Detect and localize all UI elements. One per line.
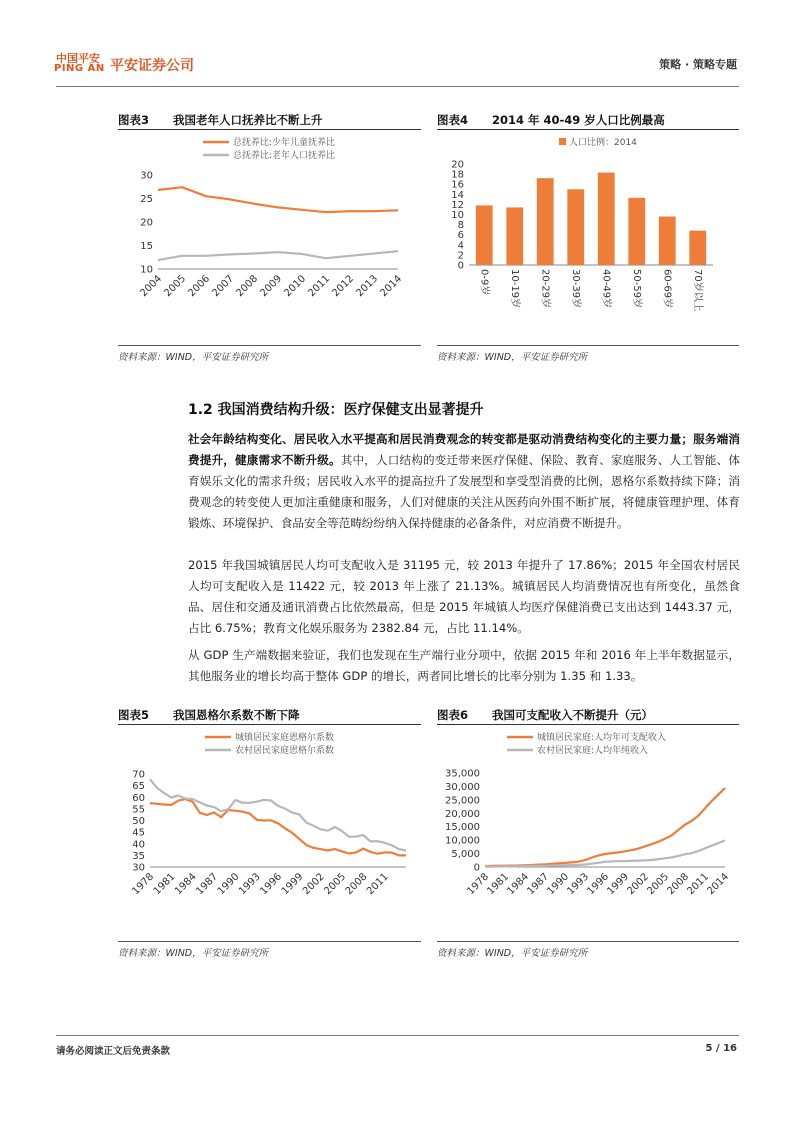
figure5-number: 图表5 — [118, 708, 150, 722]
bar — [628, 198, 645, 265]
x-tick-label: 30-39岁 — [569, 269, 581, 309]
x-tick-label: 60-69岁 — [661, 269, 673, 309]
y-tick-label: 16 — [451, 179, 464, 191]
x-tick-label: 20-29岁 — [539, 269, 551, 309]
y-tick-label: 12 — [451, 199, 464, 211]
x-tick-label: 1981 — [151, 871, 178, 898]
y-tick-label: 25,000 — [445, 795, 480, 807]
x-tick-label: 2012 — [330, 273, 357, 300]
series-line-0 — [158, 187, 398, 212]
y-tick-label: 45 — [132, 827, 145, 839]
x-tick-label: 1993 — [237, 871, 263, 898]
figure4-chart — [437, 132, 739, 342]
y-tick-label: 15 — [140, 241, 153, 252]
figure6-top-rule — [437, 724, 739, 725]
y-tick-label: 30,000 — [445, 781, 480, 793]
header-section: 策略 · 策略专题 — [659, 58, 737, 71]
y-tick-label: 2 — [457, 250, 464, 262]
figure6-caption: 我国可支配收入不断提升（元） — [492, 708, 653, 722]
x-tick-label: 1990 — [545, 871, 572, 898]
bar — [689, 231, 706, 265]
figure4-caption: 2014 年 40-49 岁人口比例最高 — [492, 113, 665, 127]
y-tick-label: 70 — [132, 769, 145, 781]
y-tick-label: 40 — [132, 839, 145, 851]
y-tick-label: 15,000 — [445, 822, 480, 834]
figure6-bottom-rule — [437, 941, 739, 942]
x-tick-label: 2002 — [301, 871, 327, 898]
bar — [476, 205, 493, 265]
x-tick-label: 2005 — [645, 871, 672, 898]
legend-label-0: 总抚养比:少年儿童抚养比 — [233, 138, 336, 148]
figure4-top-rule — [437, 129, 739, 130]
y-tick-label: 35 — [132, 850, 145, 862]
figure3-caption: 我国老年人口抚养比不断上升 — [173, 113, 323, 127]
x-tick-label: 2014 — [378, 273, 405, 300]
x-tick-label: 2014 — [705, 871, 732, 898]
y-tick-label: 20 — [451, 159, 464, 171]
figure5-title — [118, 707, 300, 723]
y-tick-label: 10 — [140, 264, 153, 276]
x-tick-label: 2006 — [186, 273, 213, 300]
y-tick-label: 6 — [457, 230, 464, 242]
figure5-source: 资料来源：WIND，平安证券研究所 — [118, 948, 269, 959]
figure3-number: 图表3 — [118, 113, 150, 127]
x-tick-label: 2004 — [138, 273, 165, 300]
bar — [659, 217, 676, 265]
x-tick-label: 1993 — [565, 871, 592, 898]
x-tick-label: 2011 — [685, 871, 712, 898]
y-tick-label: 18 — [451, 169, 464, 181]
logo-en: PING AN — [54, 63, 105, 74]
x-tick-label: 1999 — [279, 871, 306, 898]
x-tick-label: 1978 — [130, 871, 157, 898]
y-tick-label: 10 — [451, 210, 464, 221]
y-tick-label: 20,000 — [445, 808, 480, 820]
x-tick-label: 1984 — [505, 871, 532, 898]
x-tick-label: 2011 — [365, 871, 391, 898]
figure6-chart — [437, 727, 739, 937]
y-tick-label: 35,000 — [445, 768, 480, 780]
x-tick-label: 1978 — [465, 871, 492, 898]
y-tick-label: 60 — [132, 792, 145, 804]
legend-label-0: 城镇居民家庭:人均年可支配收入 — [537, 733, 667, 743]
y-tick-label: 20 — [140, 217, 153, 229]
paragraph-2: 2015 年我国城镇居民人均可支配收入是 31195 元，较 2013 年提升了 17.86%；2015 年全国农村居民人均可支配收入是 11422 元，较 2013 年上涨了 21.13%。城镇居民人均消费情况也有所变化，虽然食品、居住和交通及通讯消费占比依然最高，但是 2015 年城镇人均医疗保健消费已支出达到 1443.37 元，占比 6.75%；教育文化娱乐服务为 2382.84 元，占比 11.14%。 — [188, 558, 740, 635]
x-tick-label: 1990 — [215, 871, 242, 898]
legend-swatch — [559, 138, 566, 145]
y-tick-label: 4 — [457, 240, 464, 252]
x-tick-label: 1996 — [258, 871, 285, 898]
y-tick-label: 8 — [457, 220, 464, 232]
legend-label-1: 农村居民家庭:人均年纯收入 — [537, 746, 649, 756]
figure5-chart — [118, 727, 421, 937]
y-tick-label: 0 — [473, 862, 480, 874]
series-line-1 — [150, 779, 406, 850]
figure3-chart — [118, 132, 421, 342]
logo-cn: 中国平安 — [56, 52, 100, 65]
bar — [567, 189, 584, 265]
y-tick-label: 25 — [140, 194, 153, 205]
series-line-0 — [150, 799, 406, 855]
figure3-top-rule — [118, 129, 421, 130]
x-tick-label: 1987 — [525, 871, 552, 898]
series-line-1 — [158, 251, 398, 260]
figure6-title — [437, 707, 653, 723]
legend-label-1: 农村居民家庭恩格尔系数 — [235, 746, 335, 756]
y-tick-label: 30 — [132, 862, 145, 874]
x-tick-label: 1987 — [194, 871, 221, 898]
legend-label: 人口比例：2014 — [569, 138, 637, 148]
paragraph-1-lead: 社会年龄结构变化、居民收入水平提高和居民消费观念的转变都是驱动消费结构变化的主要力量；服务端消费提升，健康需求不断升级。 — [188, 432, 740, 467]
section-title: 1.2 我国消费结构升级：医疗保健支出显著提升 — [188, 402, 484, 418]
y-tick-label: 65 — [132, 781, 145, 793]
figure6-number: 图表6 — [437, 708, 469, 722]
paragraph-1 — [188, 429, 740, 534]
x-tick-label: 50-59岁 — [630, 269, 642, 309]
bar — [506, 207, 523, 265]
y-tick-label: 30 — [140, 170, 153, 182]
y-tick-label: 10,000 — [445, 835, 480, 847]
figure4-number: 图表4 — [437, 113, 469, 127]
paragraph-1-body: 其中，人口结构的变迁带来医疗保健、保险、教育、家庭服务、人工智能、体育娱乐文化的需求升级；居民收入水平的提高拉升了发展型和享受型消费的比例，恩格尔系数持续下降；消费观念的转变使人更加注重健康和服务，人们对健康的关注从医药向外围不断扩展，将健康管理护理、体育锻炼、环境保护、食品安全等范畴纷纷纳入保持健康的必备条件，对应消费不断提升。 — [188, 453, 740, 530]
x-tick-label: 70岁以上 — [691, 269, 703, 312]
figure4-source: 资料来源：WIND，平安证券研究所 — [437, 352, 588, 363]
figure3-source: 资料来源：WIND，平安证券研究所 — [118, 352, 269, 363]
x-tick-label: 2008 — [234, 273, 261, 300]
header-divider — [56, 86, 739, 87]
x-tick-label: 2005 — [162, 273, 189, 300]
x-tick-label: 2002 — [625, 871, 652, 898]
figure5-caption: 我国恩格尔系数不断下降 — [173, 708, 300, 722]
y-tick-label: 0 — [457, 260, 464, 272]
figure3-title — [118, 112, 323, 128]
legend-label-1: 总抚养比:老年人口抚养比 — [233, 151, 336, 161]
x-tick-label: 2008 — [665, 871, 692, 898]
bar — [537, 178, 554, 265]
x-tick-label: 2008 — [343, 871, 370, 898]
x-tick-label: 2010 — [282, 273, 309, 300]
y-tick-label: 50 — [132, 816, 145, 827]
footer-disclaimer: 请务必阅读正文后免责条款 — [56, 1046, 171, 1057]
x-tick-label: 2007 — [210, 273, 237, 300]
figure4-bottom-rule — [437, 345, 739, 346]
x-tick-label: 1984 — [173, 871, 199, 898]
figure3-bottom-rule — [118, 345, 421, 346]
bar — [598, 173, 615, 265]
figure6-source: 资料来源：WIND，平安证券研究所 — [437, 948, 588, 959]
x-tick-label: 2005 — [322, 871, 349, 898]
x-tick-label: 2013 — [354, 273, 381, 300]
figure5-bottom-rule — [118, 941, 421, 942]
company-name: 平安证券公司 — [110, 58, 194, 74]
y-tick-label: 14 — [451, 189, 464, 201]
y-tick-label: 5,000 — [451, 849, 480, 861]
paragraph-3: 从 GDP 生产端数据来验证，我们也发现在生产端行业分项中，依据 2015 年和 2016 年上半年数据显示，其他服务业的增长均高于整体 GDP 的增长，两者同比增长的比率分别为 1.35 和 1.33。 — [188, 648, 740, 683]
page-number: 5 / 16 — [705, 1043, 737, 1054]
x-tick-label: 2009 — [258, 273, 285, 300]
figure4-title — [437, 112, 665, 128]
footer-divider — [56, 1035, 739, 1036]
x-tick-label: 0-9岁 — [478, 269, 490, 296]
x-tick-label: 1999 — [605, 871, 632, 898]
x-tick-label: 10-19岁 — [508, 269, 520, 309]
legend-label-0: 城镇居民家庭恩格尔系数 — [235, 733, 335, 743]
x-tick-label: 1996 — [585, 871, 612, 898]
figure5-top-rule — [118, 724, 421, 725]
x-tick-label: 2011 — [306, 273, 333, 300]
y-tick-label: 55 — [132, 804, 145, 816]
x-tick-label: 1981 — [485, 871, 512, 898]
x-tick-label: 40-49岁 — [600, 269, 612, 309]
